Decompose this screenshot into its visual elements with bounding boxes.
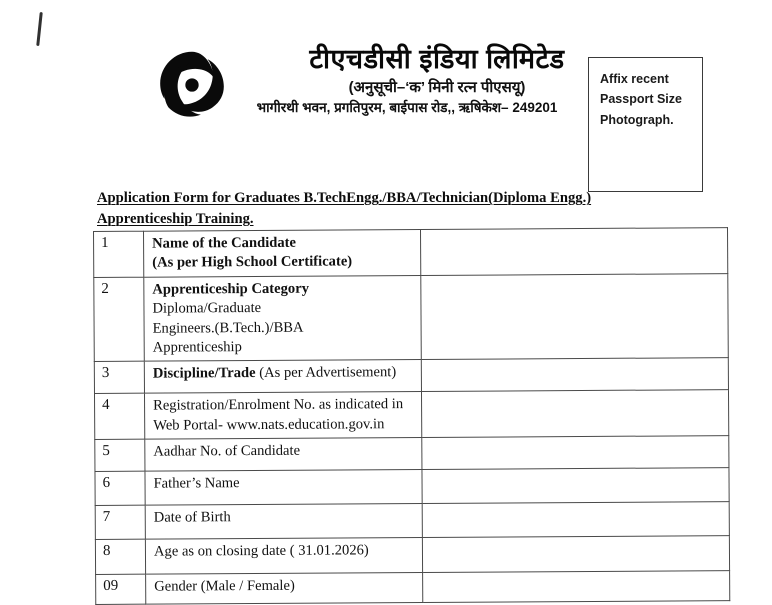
table-row: [95, 502, 729, 540]
table-row: [94, 228, 728, 278]
table-row: [95, 468, 729, 506]
field-label-line: Father’s Name: [153, 475, 240, 492]
row-field-label: [145, 438, 422, 472]
field-label-line: Web Portal- www.nats.education.gov.in: [153, 416, 385, 434]
field-label-line: Diploma/Graduate: [152, 300, 262, 317]
form-title-line-1: Application Form for Graduates B.TechEngg./BBA/Technician(Diploma Engg.): [97, 190, 592, 206]
row-field-label: [144, 229, 421, 277]
application-form-table: [93, 227, 730, 605]
row-answer-cell[interactable]: [421, 358, 728, 392]
row-serial-number: 2: [94, 277, 145, 362]
photo-instruction-line-1: Affix recent: [600, 72, 669, 86]
field-label-line: Apprenticeship: [152, 339, 242, 356]
field-label-line: Name of the Candidate: [152, 234, 297, 252]
row-serial-number: 09: [96, 574, 146, 604]
field-label-line: Date of Birth: [153, 509, 231, 526]
row-field-label: [145, 504, 422, 540]
row-serial-number: 1: [94, 231, 144, 277]
field-label-line: Discipline/Trade (As per Advertisement): [152, 364, 397, 383]
form-title-line-2: Apprenticeship Training.: [97, 210, 254, 227]
row-answer-cell[interactable]: [422, 536, 729, 573]
row-serial-number: 4: [94, 394, 144, 440]
row-answer-cell[interactable]: [422, 436, 729, 470]
row-serial-number: 8: [95, 539, 145, 574]
row-answer-cell[interactable]: [422, 468, 729, 504]
field-label-line: Apprenticeship Category: [152, 280, 310, 298]
row-field-label: [144, 275, 422, 361]
row-answer-cell[interactable]: [422, 502, 729, 538]
row-answer-cell[interactable]: [421, 273, 729, 359]
row-answer-cell[interactable]: [421, 390, 728, 438]
form-title: [97, 188, 617, 229]
table-row: [94, 390, 728, 440]
handwritten-pen-mark: [36, 12, 43, 46]
table-row: [94, 273, 729, 361]
photo-instruction-line-2: Passport Size: [600, 92, 682, 107]
organization-details: [237, 44, 637, 116]
field-label-line: Aadhar No. of Candidate: [153, 442, 301, 460]
table-row: [95, 436, 729, 472]
table-row: [95, 536, 729, 575]
row-answer-cell[interactable]: [423, 571, 730, 603]
table-row: [96, 571, 730, 605]
row-serial-number: 7: [95, 505, 145, 539]
form-table-body: [94, 228, 730, 605]
row-field-label: [145, 538, 422, 575]
field-label-line: Registration/Enrolment No. as indicated in: [153, 396, 404, 415]
field-label-line: Age as on closing date ( 31.01.2026): [153, 542, 369, 560]
row-field-label: [144, 360, 421, 394]
photograph-box: [588, 57, 703, 192]
row-field-label: [145, 470, 422, 506]
field-label-line: Gender (Male / Female): [154, 578, 295, 595]
organization-address: भागीरथी भवन, प्रगतिपुरम, बाईपास रोड,, ऋषिकेश– 249201: [256, 100, 558, 116]
row-serial-number: 5: [95, 439, 145, 471]
organization-name: टीएचडीसी इंडिया लिमिटेड: [309, 44, 565, 74]
organization-subtitle: (अनुसूची–‘क’ मिनी रत्न पीएसयू): [348, 79, 526, 97]
row-serial-number: 6: [95, 471, 145, 505]
row-serial-number: 3: [94, 362, 144, 394]
field-label-suffix: (As per Advertisement): [255, 364, 397, 382]
field-label-line: (As per High School Certificate): [152, 253, 353, 272]
row-field-label: [146, 573, 423, 605]
table-row: [94, 358, 728, 394]
photo-instruction-line-3: Photograph.: [600, 112, 674, 127]
field-label-line: Engineers.(B.Tech.)/BBA: [152, 319, 304, 337]
row-field-label: [144, 392, 421, 440]
row-answer-cell[interactable]: [420, 228, 727, 276]
